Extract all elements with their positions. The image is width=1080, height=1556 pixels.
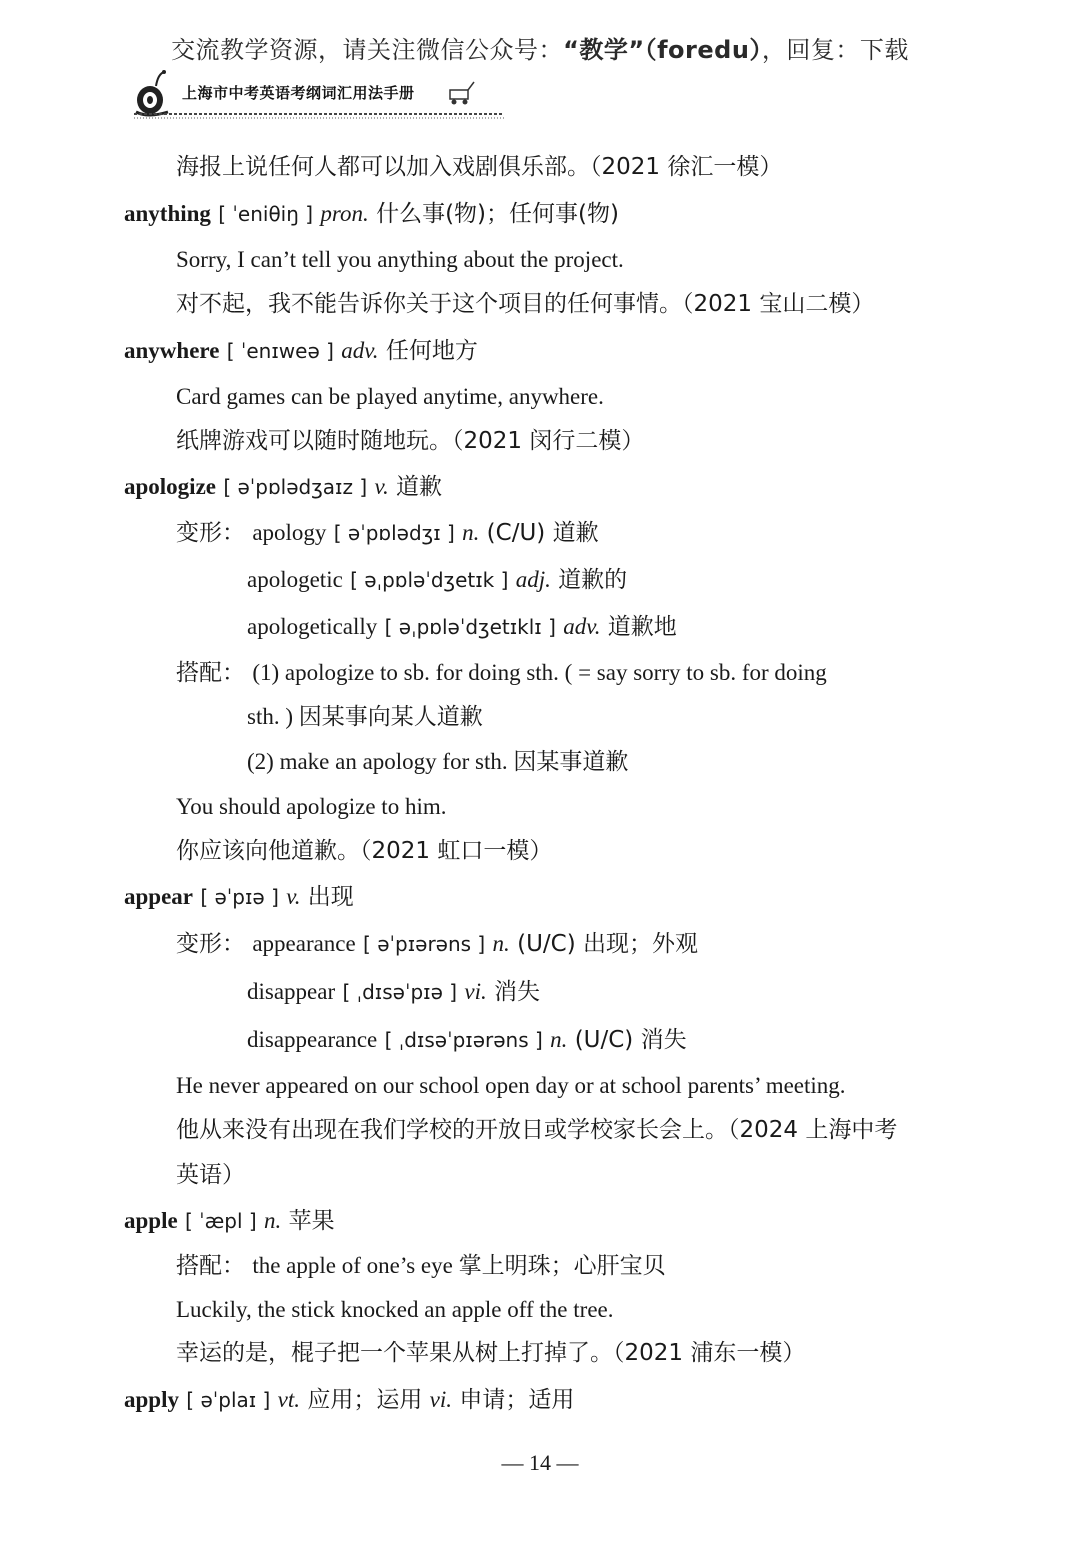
snail-logo-icon (136, 70, 168, 115)
definition: 道歉 (396, 474, 443, 500)
variant-label: 变形： (176, 520, 245, 546)
phonetic: [ ˈeniθiŋ ] (218, 202, 314, 226)
entry-appear (124, 882, 354, 912)
part-of-speech: adj. (515, 567, 551, 592)
definition: 道歉地 (607, 614, 677, 640)
example-translation: 你应该向他道歉。（2021 虹口一模） (176, 838, 553, 864)
phonetic: [ ˌdɪsəˈpɪə ] (342, 980, 458, 1004)
part-of-speech: n. (492, 931, 510, 956)
part-of-speech: adv. (563, 614, 601, 639)
part-of-speech: vi. (429, 1387, 453, 1412)
variant-apologetically (247, 612, 677, 642)
book-header (128, 68, 506, 122)
variant-apology (176, 518, 599, 548)
part-of-speech: vi. (464, 979, 487, 1004)
definition: (C/U) 道歉 (486, 520, 599, 546)
part-of-speech: v. (374, 474, 389, 499)
definition: 出现 (307, 884, 354, 910)
definition: 苹果 (288, 1208, 335, 1234)
entry-anywhere (124, 336, 478, 366)
book-title: 上海市中考英语考纲词汇用法手册 (182, 84, 415, 102)
entry-apologize (124, 472, 442, 502)
cart-ornament-icon (450, 82, 474, 105)
headword: anything (124, 201, 211, 226)
collocation-text: (1) apologize to sb. for doing sth. ( = say sorry to sb. for doing (252, 660, 827, 685)
phonetic: [ əˈpɪərəns ] (363, 932, 486, 956)
notice-suffix: ，回复：下载 (761, 36, 909, 64)
variant-word: apologetic (247, 567, 343, 592)
part-of-speech: n. (462, 520, 480, 545)
collocation-label: 搭配： (176, 1253, 245, 1279)
variant-disappear (247, 977, 540, 1007)
definition: 消失 (494, 979, 541, 1005)
headword: apple (124, 1208, 178, 1233)
example-translation: 他从来没有出现在我们学校的开放日或学校家长会上。（2024 上海中考 (176, 1117, 898, 1143)
variant-word: appearance (252, 931, 356, 956)
headword: appear (124, 884, 193, 909)
collocation-text: the apple of one’s eye 掌上明珠；心肝宝贝 (252, 1253, 666, 1278)
phonetic: [ ˈæpl ] (185, 1209, 257, 1233)
headword: anywhere (124, 338, 220, 363)
definition: 道歉的 (558, 567, 628, 593)
variant-word: apologetically (247, 614, 378, 639)
definition: (U/C) 出现；外观 (517, 931, 699, 957)
notice-prefix: 交流教学资源，请关注微信公众号： (171, 36, 564, 64)
example-sentence: Sorry, I can’t tell you anything about the project. (176, 247, 624, 272)
entry-apple (124, 1206, 335, 1236)
definition: 申请；适用 (459, 1387, 575, 1413)
example-translation: 对不起，我不能告诉你关于这个项目的任何事情。（2021 宝山二模） (176, 291, 875, 317)
phonetic: [ əˌpɒləˈdʒetɪk ] (350, 568, 509, 592)
part-of-speech: v. (286, 884, 301, 909)
variant-disappearance (247, 1025, 687, 1055)
variant-appearance (176, 929, 698, 959)
collocation-1 (176, 658, 827, 688)
collocation-1-continued: sth. ) 因某事向某人道歉 (247, 704, 483, 729)
phonetic: [ əˈpɒlədʒɪ ] (333, 521, 455, 545)
part-of-speech: pron. (320, 201, 369, 226)
variant-apologetic (247, 565, 627, 595)
phonetic: [ əˌpɒləˈdʒetɪklɪ ] (384, 615, 556, 639)
entry-anything (124, 199, 619, 229)
part-of-speech: n. (550, 1027, 568, 1052)
example-translation: 纸牌游戏可以随时随地玩。（2021 闵行二模） (176, 428, 645, 454)
collocation-label: 搭配： (176, 660, 245, 686)
headword: apologize (124, 474, 216, 499)
headword: apply (124, 1387, 179, 1412)
example-sentence: Card games can be played anytime, anywhere. (176, 384, 604, 409)
collocation-3 (176, 1251, 666, 1281)
definition: 任何地方 (385, 338, 478, 364)
phonetic: [ əˈpɒlədʒaɪz ] (223, 475, 368, 499)
phonetic: [ əˈpɪə ] (200, 885, 279, 909)
phonetic: [ əˈplaɪ ] (186, 1388, 271, 1412)
example-sentence: You should apologize to him. (176, 794, 447, 819)
variant-label: 变形： (176, 931, 245, 957)
entry-apply (124, 1385, 574, 1415)
example-sentence: Luckily, the stick knocked an apple off the tree. (176, 1297, 614, 1322)
part-of-speech: adv. (341, 338, 379, 363)
collocation-2: (2) make an apology for sth. 因某事道歉 (247, 749, 629, 774)
variant-word: apology (252, 520, 327, 545)
example-sentence: He never appeared on our school open day or at school parents’ meeting. (176, 1073, 846, 1098)
definition: (U/C) 消失 (574, 1027, 687, 1053)
variant-word: disappearance (247, 1027, 378, 1052)
definition: 应用；运用 (307, 1387, 423, 1413)
part-of-speech: vt. (277, 1387, 301, 1412)
part-of-speech: n. (264, 1208, 282, 1233)
phonetic: [ ˈenɪweə ] (226, 339, 334, 363)
notice-account: “教学”（foredu） (563, 36, 762, 64)
page-number: — 14 — (501, 1450, 579, 1475)
example-translation: 幸运的是，棍子把一个苹果从树上打掉了。（2021 浦东一模） (176, 1340, 806, 1366)
wechat-notice (0, 30, 1080, 65)
definition: 什么事(物)；任何事(物) (376, 201, 619, 227)
variant-word: disappear (247, 979, 336, 1004)
example-translation: 海报上说任何人都可以加入戏剧俱乐部。（2021 徐汇一模） (176, 154, 783, 180)
phonetic: [ ˌdɪsəˈpɪərəns ] (384, 1028, 543, 1052)
example-translation-continued: 英语） (176, 1162, 245, 1188)
